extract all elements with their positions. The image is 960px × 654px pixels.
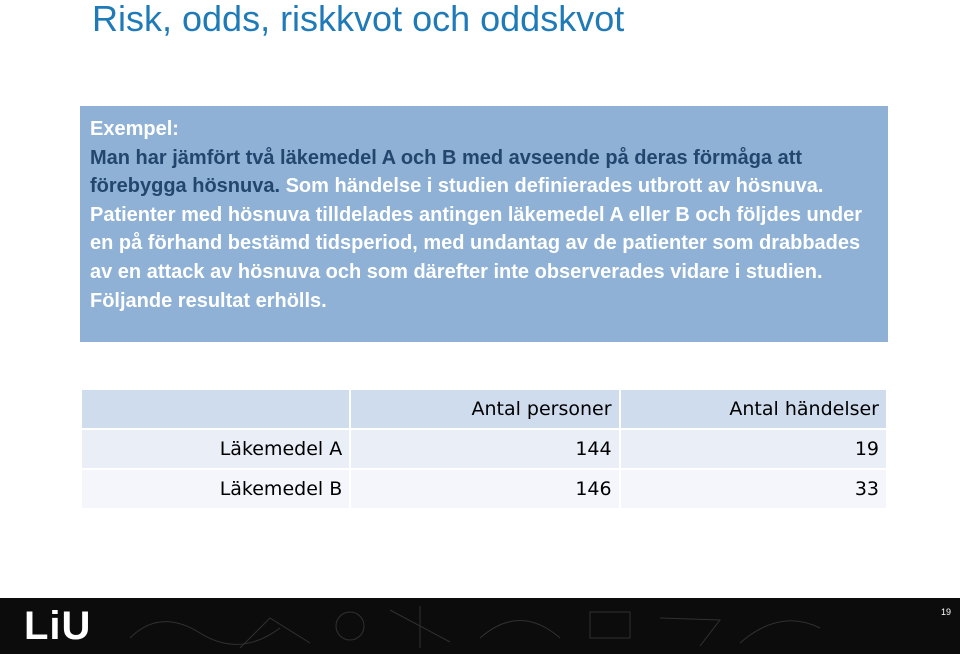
footer-bar — [0, 598, 960, 654]
example-details: Patienter med hösnuva tilldelades antingen läkemedel A eller B och följdes under en på förhand bestämd tidsperiod, med undantag av de patienter som drabbades av en attack av hösnuva och som därefter inte observerades vidare i studien. Följande resultat erhölls. — [90, 203, 863, 312]
row-label: Läkemedel A — [81, 429, 350, 469]
footer-background-decoration — [120, 598, 840, 654]
table-row — [81, 429, 887, 469]
row-antal-handelser: 33 — [620, 469, 887, 509]
page-number: 19 — [940, 607, 951, 617]
table-row — [81, 469, 887, 509]
header-cell-empty — [81, 389, 350, 429]
row-antal-handelser: 19 — [620, 429, 887, 469]
example-event-definition: Som händelse i studien definierades utbrott av hösnuva. — [285, 175, 824, 198]
example-box — [80, 106, 888, 342]
results-table — [80, 388, 888, 510]
header-antal-personer: Antal personer — [350, 389, 619, 429]
slide-title: Risk, odds, riskkvot och oddskvot — [92, 0, 625, 39]
row-antal-personer: 144 — [350, 429, 619, 469]
row-label: Läkemedel B — [81, 469, 350, 509]
example-heading: Exempel: — [90, 118, 179, 140]
example-intro: Man har jämfört två läkemedel A och B med avseende på deras förmåga att förebygga hösnuva. — [90, 146, 803, 198]
row-antal-personer: 146 — [350, 469, 619, 509]
table-header-row — [81, 389, 887, 429]
example-text — [90, 115, 878, 315]
header-antal-handelser: Antal händelser — [620, 389, 887, 429]
liu-logo: LiU — [24, 604, 92, 648]
